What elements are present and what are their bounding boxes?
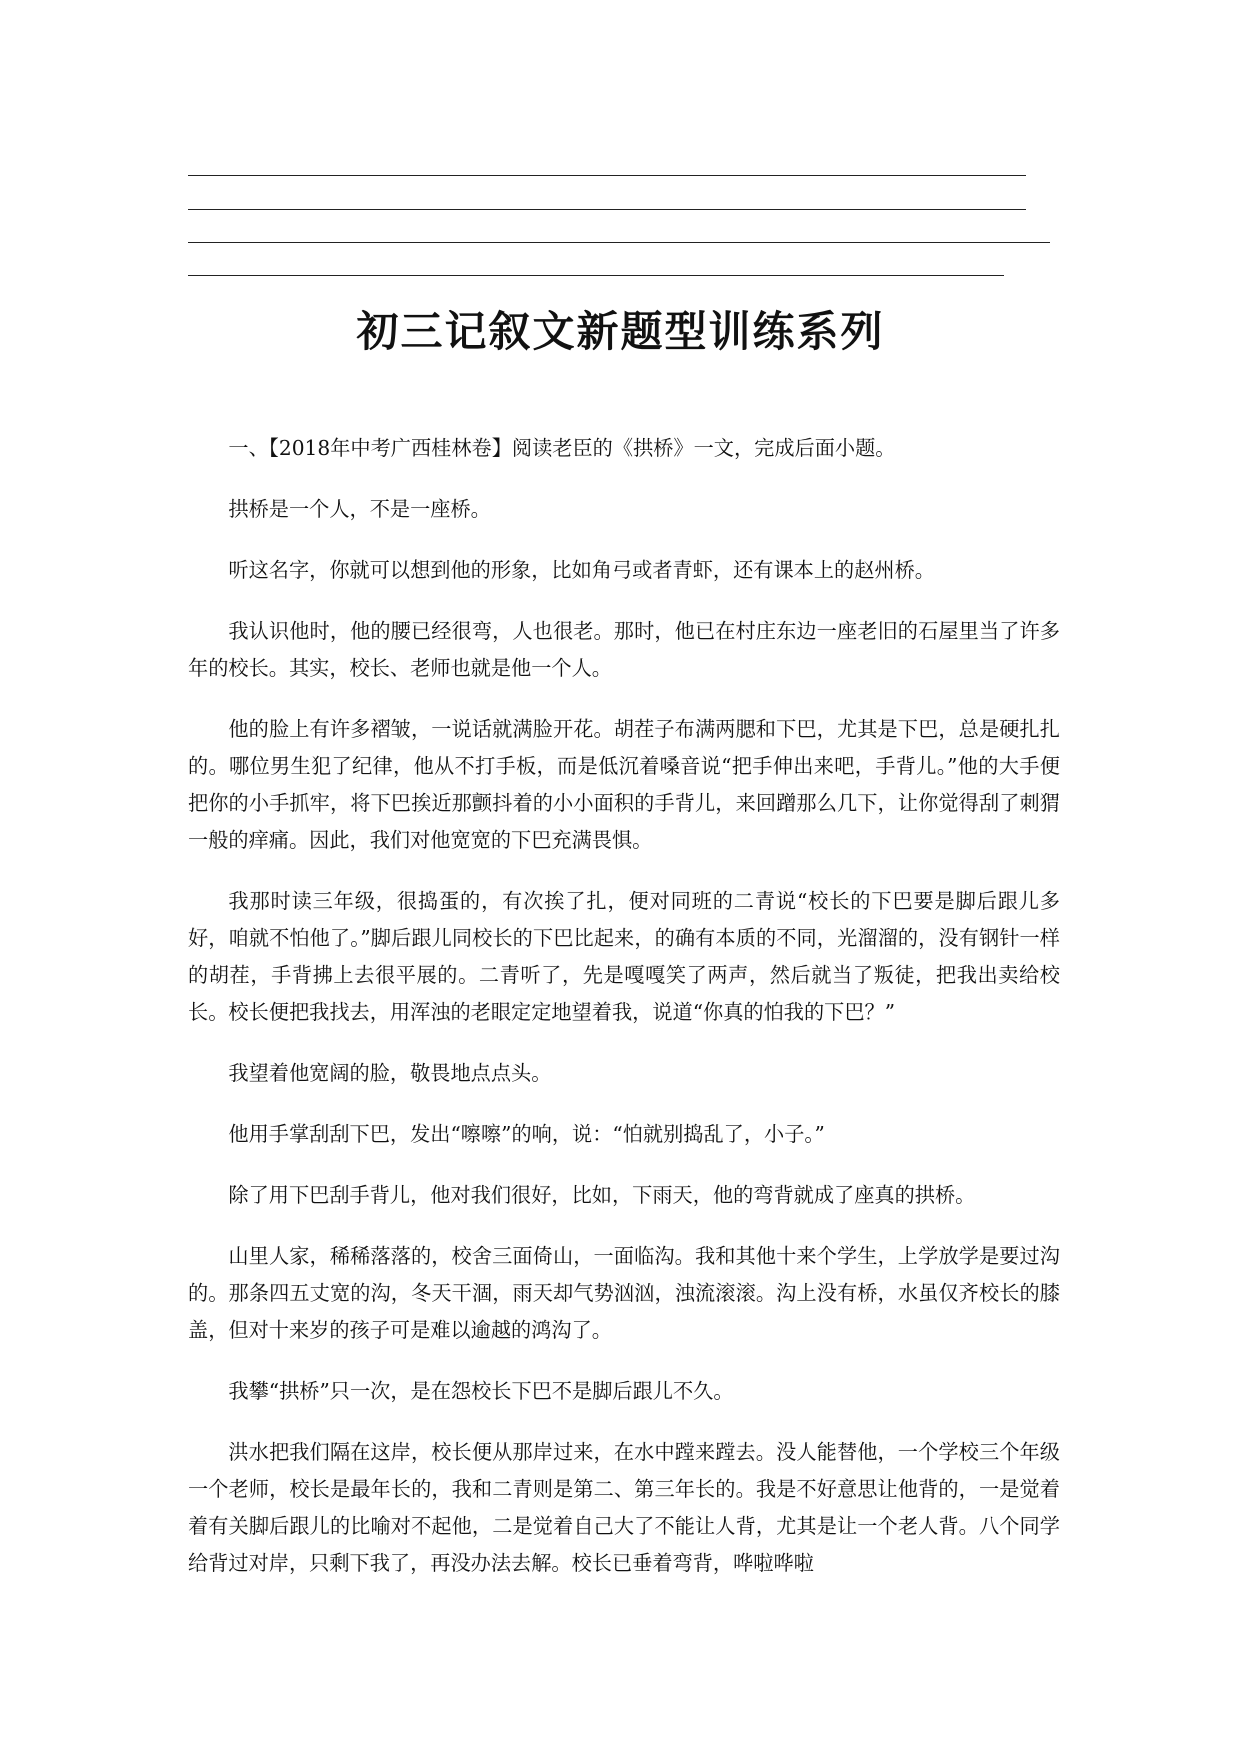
body-paragraph: 他的脸上有许多褶皱，一说话就满脸开花。胡茬子布满两腮和下巴，尤其是下巴，总是硬扎扎的。哪位男生犯了纪律，他从不打手板，而是低沉着嗓音说“把手伸出来吧，手背儿。”他的大手便把你的小手抓牢，将下巴挨近那颤抖着的小小面积的手背儿，来回蹭那么几下，让你觉得刮了刺猬一般的痒痛。因此，我们对他宽宽的下巴充满畏惧。 (188, 717, 1060, 852)
body-paragraph: 拱桥是一个人，不是一座桥。 (228, 497, 491, 521)
body-paragraph: 我攀“拱桥”只一次，是在怨校长下巴不是脚后跟儿不久。 (228, 1379, 734, 1403)
answer-blank-line (188, 175, 1026, 176)
body-paragraph: 我认识他时，他的腰已经很弯，人也很老。那时，他已在村庄东边一座老旧的石屋里当了许多年的校长。其实，校长、老师也就是他一个人。 (188, 619, 1060, 680)
answer-blank-line (188, 242, 1050, 243)
body-paragraph: 听这名字，你就可以想到他的形象，比如角弓或者青虾，还有课本上的赵州桥。 (228, 558, 935, 582)
document-title: 初三记叙文新题型训练系列 (356, 307, 885, 356)
body-paragraph: 山里人家，稀稀落落的，校舍三面倚山，一面临沟。我和其他十来个学生，上学放学是要过沟的。那条四五丈宽的沟，冬天干涸，雨天却气势汹汹，浊流滚滚。沟上没有桥，水虽仅齐校长的膝盖，但对十来岁的孩子可是难以逾越的鸿沟了。 (188, 1244, 1060, 1342)
body-paragraph: 除了用下巴刮手背儿，他对我们很好，比如，下雨天，他的弯背就成了座真的拱桥。 (228, 1183, 976, 1207)
body-paragraph: 他用手掌刮刮下巴，发出“嚓嚓”的响，说：“怕就别捣乱了，小子。” (228, 1122, 825, 1146)
body-paragraph: 我那时读三年级，很捣蛋的，有次挨了扎，便对同班的二青说“校长的下巴要是脚后跟儿多好，咱就不怕他了。”脚后跟儿同校长的下巴比起来，的确有本质的不同，光溜溜的，没有钢针一样的胡茬，手背拂上去很平展的。二青听了，先是嘎嘎笑了两声，然后就当了叛徒，把我出卖给校长。校长便把我找去，用浑浊的老眼定定地望着我，说道“你真的怕我的下巴？” (188, 889, 1060, 1024)
body-paragraph: 我望着他宽阔的脸，敬畏地点点头。 (228, 1061, 552, 1085)
body-paragraph: 洪水把我们隔在这岸，校长便从那岸过来，在水中蹚来蹚去。没人能替他，一个学校三个年级一个老师，校长是最年长的，我和二青则是第二、第三年长的。我是不好意思让他背的，一是觉着着有关脚后跟儿的比喻对不起他，二是觉着自己大了不能让人背，尤其是让一个老人背。八个同学给背过对岸，只剩下我了，再没办法去解。校长已垂着弯背，哗啦哗啦 (188, 1440, 1060, 1575)
document-body (188, 430, 1060, 1606)
answer-blank-line (188, 275, 1004, 276)
question-intro-paragraph: 一、【2018年中考广西桂林卷】阅读老臣的《拱桥》一文，完成后面小题。 (228, 436, 896, 460)
answer-blank-line (188, 209, 1026, 210)
